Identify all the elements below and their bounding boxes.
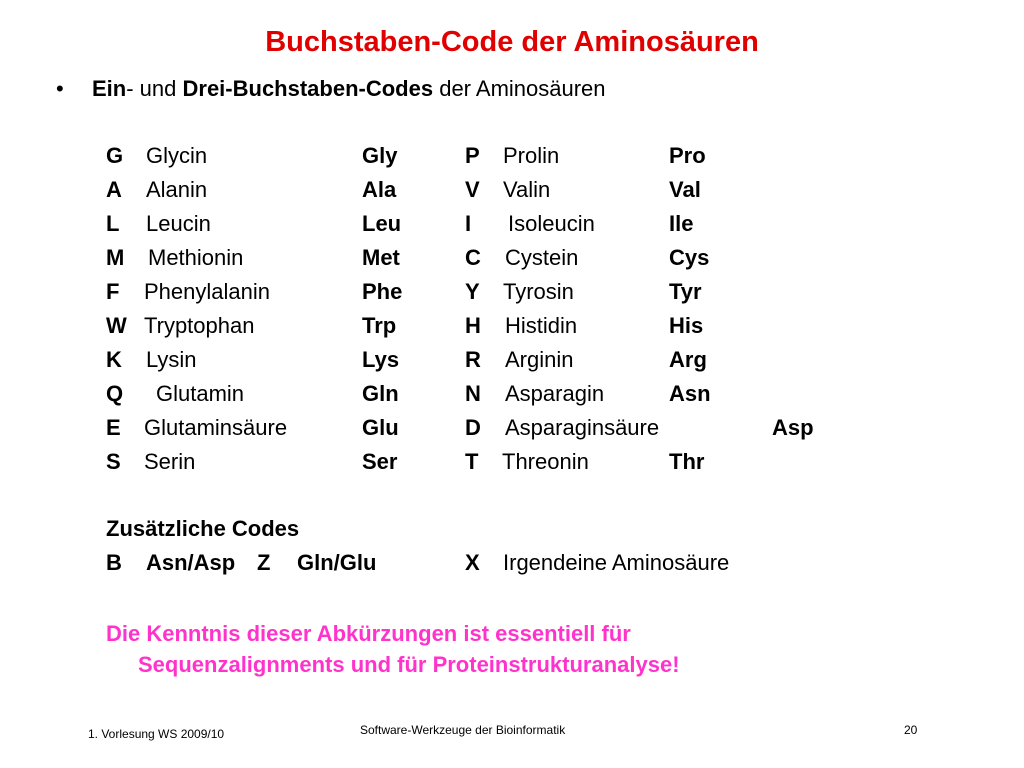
left-letter: Q <box>106 381 124 406</box>
right-name: Histidin <box>505 313 578 338</box>
right-letter: V <box>465 177 480 202</box>
right-code: Thr <box>669 449 705 474</box>
right-letter: T <box>465 449 479 474</box>
left-code: Leu <box>362 211 402 236</box>
extra-z-letter: Z <box>257 550 271 575</box>
footer-course: Software-Werkzeuge der Bioinformatik <box>360 723 566 737</box>
right-code: Tyr <box>669 279 702 304</box>
left-code: Lys <box>362 347 400 372</box>
right-letter: I <box>465 211 472 236</box>
bullet-rest: der Aminosäuren <box>433 76 606 101</box>
footer-page-number: 20 <box>904 723 918 737</box>
left-code: Gly <box>362 143 398 168</box>
note-line-1: Die Kenntnis dieser Abkürzungen ist essentiell für <box>106 621 631 646</box>
left-letter: K <box>106 347 122 372</box>
right-name: Arginin <box>505 347 574 372</box>
right-code: Ile <box>669 211 694 236</box>
right-code: Val <box>669 177 701 202</box>
extra-x-value: Irgendeine Aminosäure <box>503 550 730 575</box>
right-name: Valin <box>503 177 551 202</box>
highlight-note <box>106 618 680 680</box>
left-code: Phe <box>362 279 403 304</box>
note-line-2: Sequenzalignments und für Proteinstrukturanalyse! <box>138 652 680 677</box>
right-code: Pro <box>669 143 706 168</box>
right-code: Arg <box>669 347 707 372</box>
right-letter: N <box>465 381 481 406</box>
bullet-marker: • <box>56 76 64 101</box>
left-name: Alanin <box>146 177 208 202</box>
left-name: Phenylalanin <box>144 279 270 304</box>
bullet-und: - und <box>126 76 183 101</box>
right-code: Asp <box>772 415 814 440</box>
left-code: Ala <box>362 177 397 202</box>
left-letter: S <box>106 449 121 474</box>
right-code: Cys <box>669 245 710 270</box>
left-code: Ser <box>362 449 398 474</box>
right-name: Cystein <box>505 245 579 270</box>
right-letter: Y <box>465 279 480 304</box>
left-letter: G <box>106 143 124 168</box>
right-letter: H <box>465 313 481 338</box>
left-code: Met <box>362 245 400 270</box>
extra-b-value: Asn/Asp <box>146 550 236 575</box>
bullet-intro <box>56 76 606 102</box>
right-name: Tyrosin <box>503 279 574 304</box>
right-letter: R <box>465 347 481 372</box>
left-name: Tryptophan <box>144 313 255 338</box>
right-name: Asparaginsäure <box>505 415 660 440</box>
right-letter: P <box>465 143 480 168</box>
extra-heading: Zusätzliche Codes <box>106 516 300 541</box>
left-name: Glycin <box>146 143 208 168</box>
right-letter: C <box>465 245 481 270</box>
left-letter: W <box>106 313 127 338</box>
left-code: Gln <box>362 381 399 406</box>
left-code: Trp <box>362 313 397 338</box>
extra-x-letter: X <box>465 550 480 575</box>
left-name: Leucin <box>146 211 211 236</box>
footer-lecture: 1. Vorlesung WS 2009/10 <box>88 727 225 741</box>
slide-title: Buchstaben-Code der Aminosäuren <box>265 26 759 58</box>
left-name: Serin <box>144 449 196 474</box>
right-code: His <box>669 313 704 338</box>
left-name: Methionin <box>148 245 244 270</box>
right-name: Isoleucin <box>508 211 595 236</box>
bullet-ein: Ein <box>92 76 127 101</box>
right-name: Asparagin <box>505 381 605 406</box>
left-name: Lysin <box>146 347 197 372</box>
extra-b-letter: B <box>106 550 122 575</box>
right-code: Asn <box>669 381 711 406</box>
right-letter: D <box>465 415 481 440</box>
right-name: Threonin <box>502 449 589 474</box>
bullet-drei: Drei-Buchstaben-Codes <box>182 76 434 101</box>
left-letter: M <box>106 245 125 270</box>
left-letter: A <box>106 177 122 202</box>
extra-z-value: Gln/Glu <box>297 550 377 575</box>
right-name: Prolin <box>503 143 560 168</box>
left-letter: L <box>106 211 120 236</box>
left-letter: E <box>106 415 121 440</box>
left-name: Glutaminsäure <box>144 415 288 440</box>
left-name: Glutamin <box>156 381 245 406</box>
left-letter: F <box>106 279 120 304</box>
left-code: Glu <box>362 415 399 440</box>
